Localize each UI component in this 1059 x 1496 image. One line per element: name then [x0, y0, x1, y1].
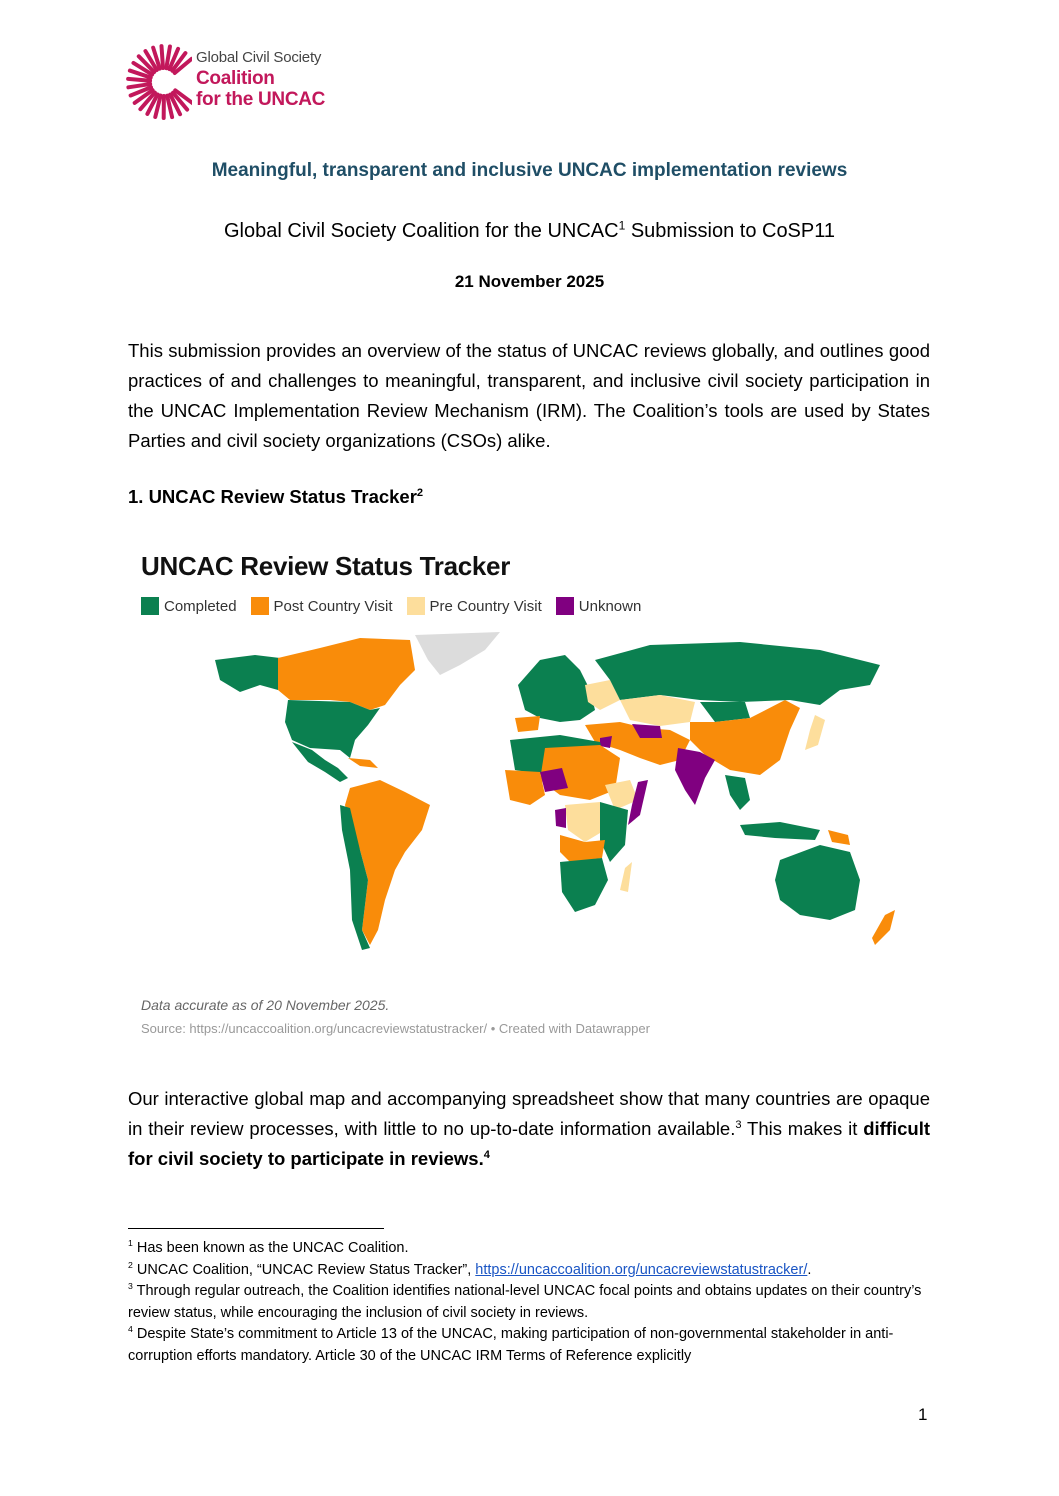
footnote-ref-4[interactable]: 4 — [483, 1148, 490, 1161]
footnote-text: Has been known as the UNCAC Coalition. — [132, 1240, 409, 1256]
map-region-madagascar[interactable] — [620, 862, 632, 892]
logo-line-1: Global Civil Society — [196, 49, 322, 66]
legend-swatch — [556, 597, 574, 615]
map-region-dr-congo[interactable] — [565, 802, 605, 842]
legend-label: Post Country Visit — [273, 597, 393, 615]
paragraph-text: Our interactive global map and accompanying spreadsheet show that many countries are opaque in their review processes, with little to no up-to-date information available. — [128, 1088, 930, 1139]
sunburst-c-icon — [126, 42, 192, 122]
footnote-text: UNCAC Coalition, “UNCAC Review Status Tracker”, — [132, 1261, 476, 1278]
document-title: Meaningful, transparent and inclusive UNCAC implementation reviews — [211, 160, 848, 181]
map-region-indonesia[interactable] — [740, 822, 820, 840]
tracker-link[interactable]: https://uncaccoalition.org/uncacreviewstatustracker/ — [475, 1261, 808, 1278]
emphasis-text: difficult for civil society to participate in reviews. — [128, 1118, 930, 1169]
footnote-text: . — [807, 1261, 812, 1278]
legend-swatch — [407, 597, 425, 615]
chart-legend — [141, 597, 641, 615]
map-region-congo[interactable] — [555, 808, 566, 828]
world-map — [200, 630, 920, 990]
subtitle-text: Global Civil Society Coalition for the UNCAC — [223, 220, 619, 242]
legend-label: Pre Country Visit — [429, 597, 542, 615]
map-region-east-africa[interactable] — [600, 802, 628, 862]
analysis-paragraph — [128, 1084, 930, 1174]
map-region-australia[interactable] — [775, 845, 860, 920]
footnote-number: 3 — [128, 1281, 133, 1292]
section-heading-text: 1. UNCAC Review Status Tracker — [128, 486, 417, 507]
map-region-spain[interactable] — [515, 716, 540, 732]
footnote-text: Despite State’s commitment to Article 13 of the UNCAC, making participation of non-governmental stakeholder in anti-corruption efforts mandatory. Article 30 of the UNCAC IRM Terms of Reference explicitly — [128, 1326, 894, 1364]
legend-label: Completed — [164, 597, 237, 615]
map-region-southern-africa[interactable] — [560, 858, 608, 912]
coalition-logo — [126, 42, 346, 122]
paragraph-text: This makes it — [741, 1118, 864, 1139]
legend-swatch — [141, 597, 159, 615]
document-subtitle — [0, 220, 1059, 243]
map-region-japan[interactable] — [805, 715, 825, 750]
legend-label: Unknown — [578, 597, 642, 615]
footnotes — [128, 1238, 938, 1367]
chart-source: Source: https://uncaccoalition.org/uncacreviewstatustracker/ • Created with Datawrapper — [141, 1021, 650, 1036]
map-region-west-africa[interactable] — [505, 770, 545, 805]
page-number: 1 — [918, 1405, 928, 1424]
footnote-divider — [128, 1228, 384, 1229]
legend-item-pre-country-visit — [407, 597, 542, 615]
map-region-western-europe[interactable] — [518, 655, 595, 722]
section-heading — [128, 486, 423, 508]
map-region-caribbean[interactable] — [348, 758, 378, 768]
document-date: 21 November 2025 — [454, 272, 605, 291]
chart-note: Data accurate as of 20 November 2025. — [141, 997, 390, 1013]
legend-swatch — [251, 597, 269, 615]
logo-ray — [161, 46, 163, 68]
logo-line-3: for the UNCAC — [196, 89, 326, 110]
footnote-number: 1 — [128, 1238, 133, 1249]
map-region-greenland[interactable] — [415, 632, 500, 675]
map-region-canada[interactable] — [278, 638, 415, 710]
footnote-4 — [128, 1324, 938, 1367]
map-region-papua-new-guinea[interactable] — [828, 830, 850, 845]
review-status-map-chart — [130, 545, 930, 1045]
intro-paragraph: This submission provides an overview of the status of UNCAC reviews globally, and outlines good practices of and challenges to meaningful, transparent, and inclusive civil society participation in the UNCAC Implementation Review Mechanism (IRM). The Coalition’s tools are used by States Parties and civil society organizations (CSOs) alike. — [128, 340, 930, 451]
footnote-1 — [128, 1238, 938, 1260]
legend-item-post-country-visit — [251, 597, 393, 615]
legend-item-completed — [141, 597, 237, 615]
footnote-ref-2[interactable]: 2 — [416, 486, 424, 499]
logo-line-2: Coalition — [196, 68, 275, 89]
footnote-ref-3[interactable]: 3 — [735, 1118, 742, 1131]
map-region-southeast-asia[interactable] — [725, 775, 750, 810]
footnote-3 — [128, 1281, 938, 1324]
map-region-alaska[interactable] — [215, 655, 280, 692]
map-region-new-zealand[interactable] — [872, 910, 895, 945]
footnote-2 — [128, 1260, 938, 1282]
legend-item-unknown — [556, 597, 642, 615]
footnote-number: 2 — [128, 1259, 133, 1270]
subtitle-text-post: Submission to CoSP11 — [625, 220, 836, 242]
chart-title: UNCAC Review Status Tracker — [141, 551, 511, 581]
logo-ray — [128, 79, 150, 81]
footnote-number: 4 — [128, 1324, 133, 1335]
map-region-kazakhstan[interactable] — [620, 695, 695, 726]
map-region-russia[interactable] — [595, 642, 880, 705]
footnote-ref-1[interactable]: 1 — [618, 218, 626, 233]
footnote-text: Through regular outreach, the Coalition identifies national-level UNCAC focal points and obtains updates on their country’s review status, while encouraging the inclusion of civil society in reviews. — [128, 1283, 922, 1321]
